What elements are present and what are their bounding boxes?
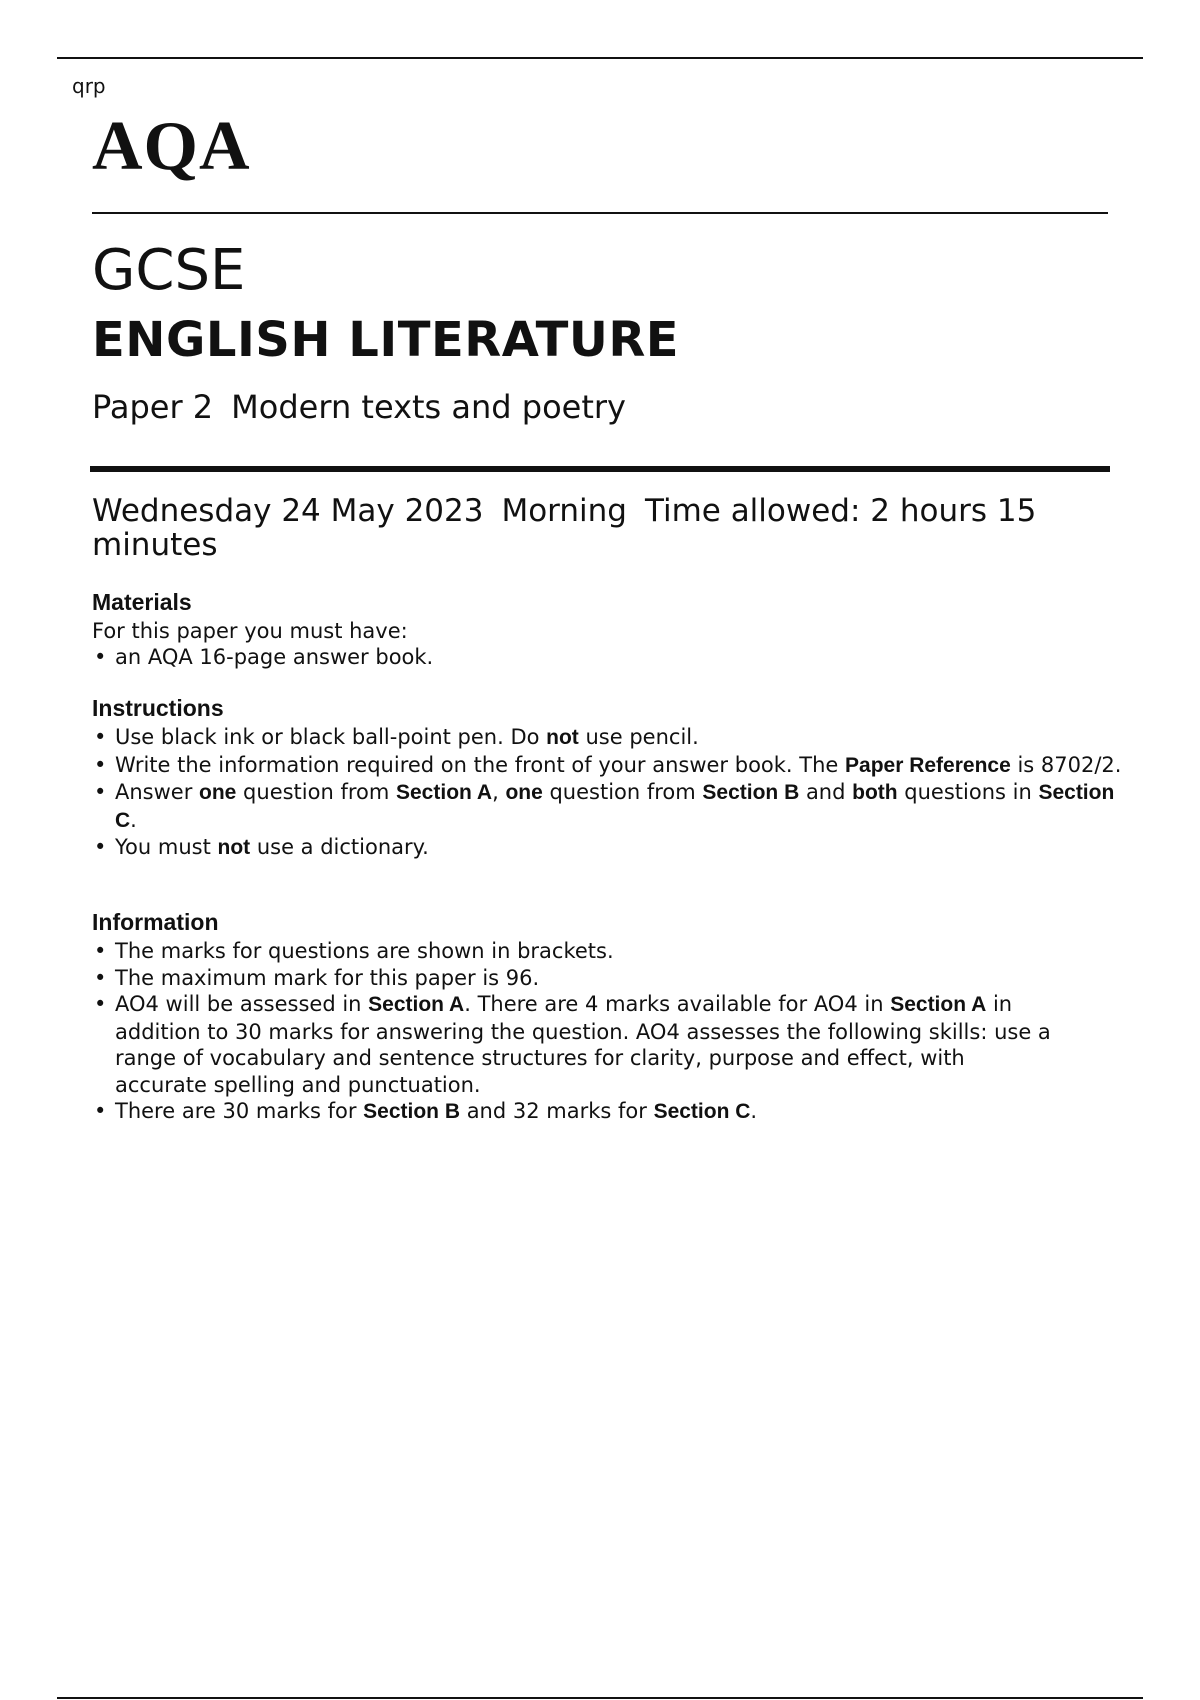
subject-title: ENGLISH LITERATURE	[92, 312, 680, 368]
paper-number: Paper 2	[92, 388, 214, 426]
information-heading: Information	[92, 909, 219, 935]
materials-list	[92, 644, 1122, 671]
exam-session: Morning	[501, 493, 627, 529]
bottom-rule	[57, 1697, 1143, 1699]
paper-name: Modern texts and poetry	[231, 388, 626, 426]
exam-datetime	[92, 494, 1072, 562]
logo-divider	[92, 212, 1108, 214]
title-divider	[90, 466, 1110, 472]
materials-intro: For this paper you must have:	[92, 619, 408, 643]
information-section	[92, 909, 1122, 1126]
information-list	[92, 938, 1122, 1126]
exam-date: Wednesday 24 May 2023	[92, 493, 484, 529]
instructions-section	[92, 695, 1122, 862]
instructions-heading: Instructions	[92, 695, 224, 721]
aqa-logo: AQA	[92, 108, 251, 185]
list-item: • an AQA 16-page answer book.	[92, 644, 1122, 671]
header-tag: qrp	[72, 74, 106, 98]
materials-heading: Materials	[92, 589, 192, 615]
list-item: • Answer one question from Section A, one question from Section B and both questions in Section C.	[92, 779, 1122, 834]
list-item: • The maximum mark for this paper is 96.	[92, 965, 1122, 992]
list-item: • AO4 will be assessed in Section A. There are 4 marks available for AO4 in Section A in addition to 30 marks for answering the question. AO4 assesses the following skills: use a range of vocabulary and sentence structures for clarity, purpose and effect, with accurate spelling and punctuation.	[92, 991, 1122, 1098]
top-rule	[57, 57, 1143, 59]
list-item: • There are 30 marks for Section B and 32 marks for Section C.	[92, 1098, 1122, 1126]
paper-title	[92, 388, 626, 426]
list-item: • Write the information required on the front of your answer book. The Paper Reference is 8702/2.	[92, 752, 1122, 780]
qualification-title: GCSE	[92, 238, 246, 303]
list-item: • The marks for questions are shown in brackets.	[92, 938, 1122, 965]
materials-section	[92, 589, 1122, 671]
list-item: • Use black ink or black ball-point pen. Do not use pencil.	[92, 724, 1122, 752]
list-item: • You must not use a dictionary.	[92, 834, 1122, 862]
time-allowed: Time allowed: 2 hours 15 minutes	[92, 493, 1037, 563]
instructions-list	[92, 724, 1122, 862]
